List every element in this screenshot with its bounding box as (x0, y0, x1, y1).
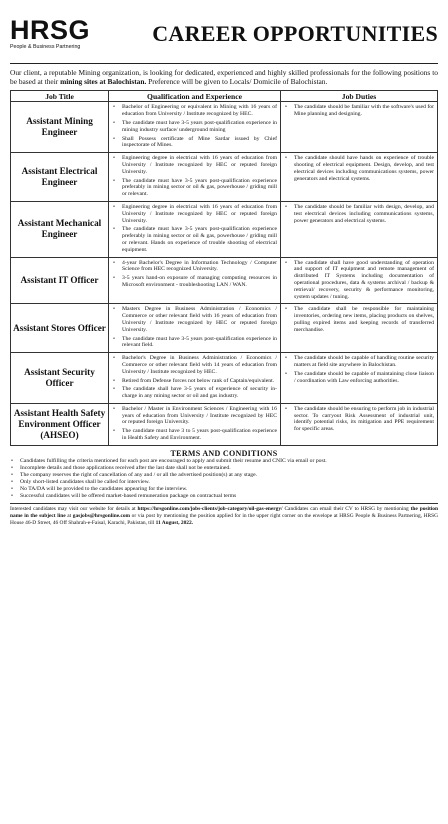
terms-item: • Only short-listed candidates shall be called for interview. (10, 479, 438, 486)
table-row (11, 257, 438, 304)
positions-table (10, 90, 438, 445)
deadline-date: 11 August, 2022. (155, 519, 194, 526)
logo-tagline: People & Business Partnering (10, 44, 81, 50)
application-instructions (10, 503, 438, 527)
column-header-job-duties: Job Duties (281, 91, 438, 102)
email-link[interactable]: gasjobs@hrsgonline.com (72, 512, 131, 519)
qualification-cell (109, 153, 281, 202)
subject-line-note: the position name in the subject line (10, 505, 438, 519)
column-header-job-title: Job Title (11, 91, 109, 102)
qualification-item: • 3-5 years hand-on exposure of managing computing resources in Microsoft environment - troubleshooting LAN / WAN. (112, 275, 277, 289)
job-title: Assistant Stores Officer (11, 304, 109, 353)
table-row (11, 304, 438, 353)
duty-item: • The candidate should be capable of handling routine security matters at field site anywhere in Balochistan. (284, 355, 434, 369)
intro-text: Our client, a reputable Mining organization, is looking for dedicated, experienced and highly skilled professionals for the following positions to be based at their (10, 68, 438, 87)
table-row (11, 102, 438, 153)
terms-item: • Successful candidates will be offered market-based remuneration package on contractual terms (10, 493, 438, 500)
duty-item: • The candidate shall have good understanding of operation and support of IT equipment and remote management of distributed IT Systems including documentation of operational procedures, data & systems archival / backup & retrieval/ recovery, security & performance monitoring, system updates / tuning. (284, 260, 434, 301)
footer-text: Interested candidates may visit our website for details at (10, 505, 138, 512)
qualification-item: • The candidate must have 3-5 years post-qualification experience preferably in mining sector or oil & gas, powerhouse / griding mill or relevant. (112, 178, 277, 198)
page-title: CAREER OPPORTUNITIES (152, 20, 438, 46)
qualification-item: • The candidate must have 3-5 years post-qualification experience in relevant field. (112, 336, 277, 350)
qualification-item: • The candidate must have 3 to 5 years post-qualification experience in Health Safety and Environment. (112, 428, 277, 442)
column-header-qualification: Qualification and Experience (109, 91, 281, 102)
table-row (11, 201, 438, 257)
website-link[interactable]: https://hrsgonline.com/jobs-clients/job-category/oil-gas-energy/ (137, 505, 283, 512)
qualification-item: • Engineering degree in electrical with 16 years of education from University / Institute recognized by HEC or reputed foreign University. (112, 155, 277, 175)
terms-title: TERMS AND CONDITIONS (170, 448, 278, 458)
positions-table-body (11, 102, 438, 445)
terms-item: • No TA/DA will be provided to the candidates appearing for the interview. (10, 486, 438, 493)
footer-text: Candidates can email their CV to HRSG by mentioning (282, 505, 411, 512)
qualification-cell (109, 102, 281, 153)
duties-cell (281, 304, 438, 353)
duty-item: • The candidate should be ensuring to perform job in industrial sector. To carryout Risk Assessment of industrial unit, identify potential risks, its mitigation and PPE requirement for specific areas. (284, 406, 434, 433)
terms-item: • The company reserves the right of cancellation of any and / or all the advertised position(s) at any stage. (10, 472, 438, 479)
qualification-item: • Masters Degree in Business Administration / Economics / Commerce or other relevant field with 16 years of education from University / Institute recognized by HEC or reputed foreign University. (112, 306, 277, 333)
duty-item: • The candidate should be capable of maintaining close liaison / coordination with Law enforcing authorities. (284, 371, 434, 385)
logo-mark: HRSG (10, 15, 91, 45)
qualification-cell (109, 403, 281, 445)
qualification-item: • Bachelor's Degree in Business Administration / Economics / Commerce or other relevant field with 14 years of education from University / Institute recognized by HEC. (112, 355, 277, 375)
qualification-item: • The candidate must have 3-5 years post-qualification experience preferably in mining sector or oil & gas, powerhouse / griding mill or relevant. Hands on experience of trouble shooting of electrical equipment. (112, 226, 277, 253)
intro-paragraph (10, 68, 438, 86)
terms-list (10, 458, 438, 500)
terms-item: • Candidates fulfilling the criteria mentioned for each post are encouraged to apply and submit their resume and CNIC via email or post. (10, 458, 438, 465)
duty-item: • The candidate shall be responsible for maintaining inventories, ordering new items, placing products on shelves, pulling expired items and keeping records of transferred merchandise. (284, 306, 434, 333)
intro-preference: Preference will be given to Locals/ Domicile of Balochistan. (146, 77, 328, 87)
job-title: Assistant Health Safety Environment Officer (AHSEO) (11, 403, 109, 445)
qualification-item: • Engineering degree in electrical with 16 years of education from University / Institute recognized by HEC or reputed foreign University. (112, 204, 277, 224)
qualification-cell (109, 201, 281, 257)
job-title: Assistant Electrical Engineer (11, 153, 109, 202)
qualification-item: • The candidate must have 3-5 years post-qualification experience in mining industry surface/ underground mining (112, 120, 277, 134)
job-title: Assistant Security Officer (11, 353, 109, 404)
table-header-row (11, 91, 438, 102)
intro-location: mining sites at Balochistan. (60, 77, 147, 87)
duty-item: • The candidate should be familiar with the software's used for Mine planning and designing. (284, 104, 434, 118)
table-row (11, 403, 438, 445)
duty-item: • The candidate should be familiar with design, develop, and test electrical devices including communications systems, power generators and electrical systems. (284, 204, 434, 224)
duties-cell (281, 201, 438, 257)
duties-cell (281, 403, 438, 445)
hrsg-logo (10, 16, 102, 51)
job-title: Assistant Mechanical Engineer (11, 201, 109, 257)
duties-cell (281, 102, 438, 153)
qualification-item: • The candidate shall have 3-5 years of experience of security in-charge in any mining sector or oil and gas industry. (112, 386, 277, 400)
footer-text: or via post by mentioning the position applied for in the upper right corner on the envelope at HRSG People & Business Partnering, HRSG House 46-D Street, 46 Off Shahrah-e-Faisal, Karachi, Pakistan, till (10, 512, 438, 526)
table-row (11, 353, 438, 404)
duties-cell (281, 353, 438, 404)
qualification-item: • 4-year Bachelor's Degree in Information Technology / Computer Science from HEC recognized University. (112, 260, 277, 274)
table-row (11, 153, 438, 202)
qualification-item: • Retired from Defense forces not below rank of Captain/equivalent. (112, 378, 277, 385)
duties-cell (281, 153, 438, 202)
qualification-item: • Bachelor of Engineering or equivalent in Mining with 16 years of education from University / Institute recognized by HEC. (112, 104, 277, 118)
job-title: Assistant Mining Engineer (11, 102, 109, 153)
duties-cell (281, 257, 438, 304)
qualification-cell (109, 353, 281, 404)
ad-header (10, 4, 438, 64)
qualification-item: • Shall Possess certificate of Mine Sardar issued by Chief inspectorate of Mines. (112, 136, 277, 150)
qualification-cell (109, 257, 281, 304)
qualification-item: • Bachelor / Master in Environment Sciences / Engineering with 16 years of education from University / Institute recognized by HEC or reputed foreign University. (112, 406, 277, 426)
duty-item: • The candidate should have hands on experience of trouble shooting of electrical equipment. Design, develop, and test electrical devices including communications systems, power generators and electrical systems. (284, 155, 434, 182)
qualification-cell (109, 304, 281, 353)
terms-item: • Incomplete details and those applications received after the last date shall not be entertained. (10, 465, 438, 472)
job-title: Assistant IT Officer (11, 257, 109, 304)
footer-text: at (65, 512, 73, 519)
